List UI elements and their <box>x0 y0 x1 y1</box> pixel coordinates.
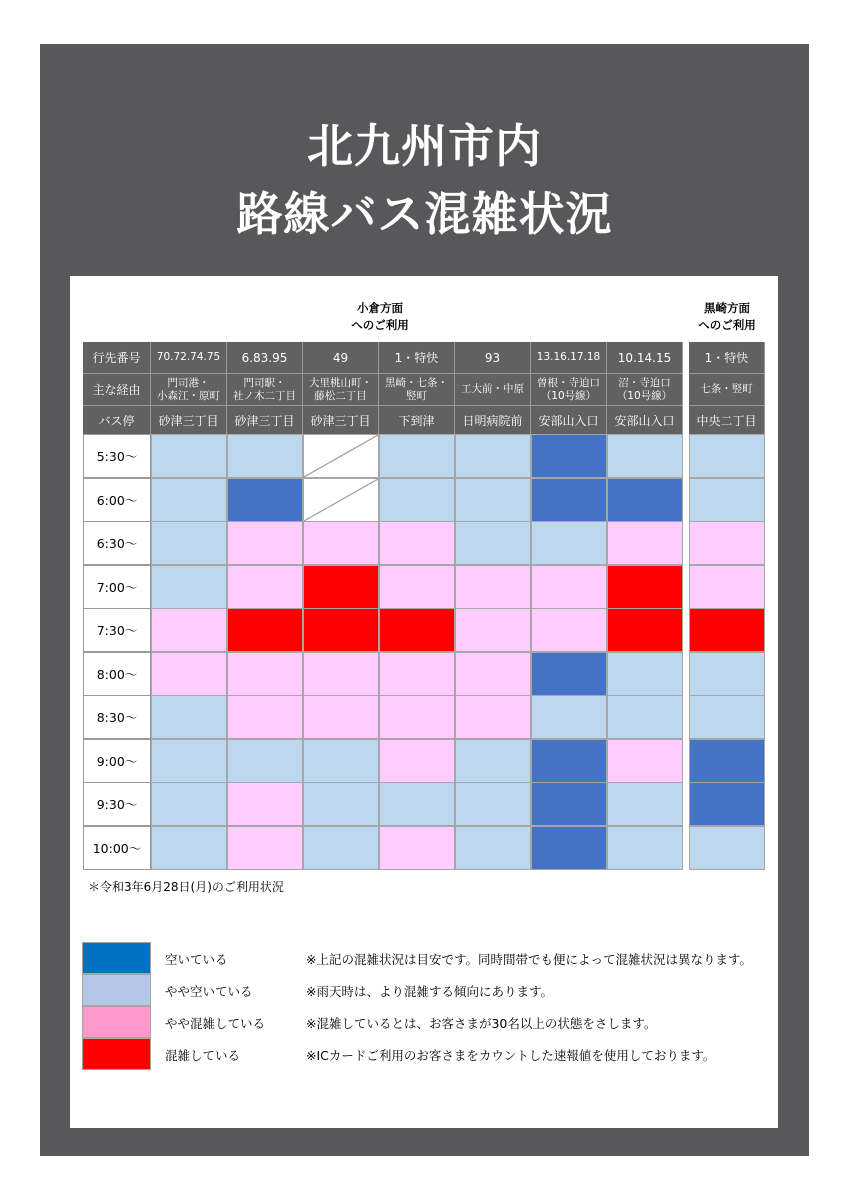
group-header-kokura-line1: 小倉方面 <box>357 301 403 315</box>
status-cell <box>379 434 455 478</box>
status-cell <box>303 565 379 609</box>
status-cell <box>455 565 531 609</box>
status-cell <box>455 608 531 652</box>
legend-label-empty: 空いている <box>165 952 228 967</box>
status-cell <box>455 652 531 696</box>
status-cell <box>531 434 607 478</box>
status-cell <box>151 826 227 870</box>
status-cell <box>151 565 227 609</box>
status-cell <box>303 434 379 478</box>
status-cell <box>531 478 607 522</box>
status-cell <box>151 782 227 826</box>
status-cell <box>455 478 531 522</box>
route-4-stop: 下到津 <box>379 406 455 436</box>
status-cell <box>455 739 531 783</box>
status-cell <box>607 608 683 652</box>
status-cell <box>303 652 379 696</box>
group-header-kokura <box>305 300 455 334</box>
status-cell <box>455 826 531 870</box>
legend-label-somewhat-empty: やや空いている <box>165 984 253 999</box>
status-cell <box>607 434 683 478</box>
route-6-stop: 安部山入口 <box>531 406 607 436</box>
group-header-kurosaki-line2: へのご利用 <box>698 318 756 332</box>
status-cell <box>689 739 765 783</box>
status-cell <box>227 826 303 870</box>
status-cell <box>607 695 683 739</box>
no-service-diagonal <box>304 479 378 521</box>
group-header-kurosaki-line1: 黒崎方面 <box>704 301 750 315</box>
row-header-3: バス停 <box>83 406 151 436</box>
route-2-number: 6.83.95 <box>227 342 303 374</box>
route-3-stop: 砂津三丁目 <box>303 406 379 436</box>
route-1-number: 70.72.74.75 <box>151 342 227 374</box>
time-label: 8:00～ <box>83 652 151 696</box>
status-cell <box>227 478 303 522</box>
status-cell <box>531 608 607 652</box>
status-cell <box>379 608 455 652</box>
legend-label-somewhat-crowded: やや混雑している <box>165 1016 266 1031</box>
route-8-via: 七条・竪町 <box>689 374 765 406</box>
route-8-stop: 中央二丁目 <box>689 406 765 436</box>
remark-2: ※雨天時は、より混雑する傾向にあります。 <box>306 984 553 999</box>
status-cell <box>531 695 607 739</box>
status-cell <box>455 782 531 826</box>
route-1-stop: 砂津三丁目 <box>151 406 227 436</box>
status-cell <box>379 695 455 739</box>
time-label: 7:30～ <box>83 608 151 652</box>
status-cell <box>379 739 455 783</box>
status-cell <box>151 478 227 522</box>
status-cell <box>455 695 531 739</box>
time-label: 6:30～ <box>83 521 151 565</box>
status-cell <box>689 478 765 522</box>
status-cell <box>303 826 379 870</box>
status-cell <box>151 739 227 783</box>
status-cell <box>379 652 455 696</box>
route-5-number: 93 <box>455 342 531 374</box>
status-cell <box>227 565 303 609</box>
status-cell <box>379 478 455 522</box>
legend-label-crowded: 混雑している <box>165 1048 241 1063</box>
page-title-line1: 北九州市内 <box>307 119 542 173</box>
route-1-via: 門司港・ 小森江・原町 <box>151 374 227 406</box>
status-cell <box>531 565 607 609</box>
status-cell <box>689 782 765 826</box>
route-4-number: 1・特快 <box>379 342 455 374</box>
remark-4: ※ICカードご利用のお客さまをカウントした速報値を使用しております。 <box>306 1048 716 1063</box>
route-4-via: 黒崎・七条・ 竪町 <box>379 374 455 406</box>
status-cell <box>303 521 379 565</box>
status-cell <box>531 739 607 783</box>
status-cell <box>689 565 765 609</box>
status-cell <box>227 695 303 739</box>
status-cell <box>303 782 379 826</box>
status-cell <box>303 739 379 783</box>
route-3-via: 大里桃山町・ 藤松二丁目 <box>303 374 379 406</box>
status-cell <box>689 521 765 565</box>
status-cell <box>607 521 683 565</box>
status-cell <box>227 608 303 652</box>
status-cell <box>151 521 227 565</box>
legend-swatch-somewhat-crowded <box>82 1006 151 1038</box>
row-header-1: 行先番号 <box>83 342 151 374</box>
status-cell <box>151 695 227 739</box>
route-7-stop: 安部山入口 <box>607 406 683 436</box>
status-cell <box>689 826 765 870</box>
status-cell <box>227 739 303 783</box>
status-cell <box>607 652 683 696</box>
time-label: 10:00～ <box>83 826 151 870</box>
legend-swatch-empty <box>82 942 151 974</box>
status-cell <box>531 652 607 696</box>
legend-swatch-crowded <box>82 1038 151 1070</box>
remark-3: ※混雑しているとは、お客さまが30名以上の状態をさします。 <box>306 1016 657 1031</box>
time-label: 8:30～ <box>83 695 151 739</box>
time-label: 6:00～ <box>83 478 151 522</box>
status-cell <box>607 565 683 609</box>
route-6-number: 13.16.17.18 <box>531 342 607 374</box>
status-cell <box>227 652 303 696</box>
route-5-via: 工大前・中原 <box>455 374 531 406</box>
page-title-line2: 路線バス混雑状況 <box>236 187 613 241</box>
time-label: 9:30～ <box>83 782 151 826</box>
route-2-via: 門司駅・ 社ノ木二丁目 <box>227 374 303 406</box>
status-cell <box>607 782 683 826</box>
status-cell <box>531 521 607 565</box>
route-8-number: 1・特快 <box>689 342 765 374</box>
status-cell <box>227 434 303 478</box>
status-cell <box>379 826 455 870</box>
status-cell <box>689 652 765 696</box>
status-cell <box>151 608 227 652</box>
route-5-stop: 日明病院前 <box>455 406 531 436</box>
route-2-stop: 砂津三丁目 <box>227 406 303 436</box>
status-cell <box>303 478 379 522</box>
group-header-kurosaki <box>688 300 766 334</box>
route-7-via: 沼・寺迫口 （10号線） <box>607 374 683 406</box>
status-cell <box>303 608 379 652</box>
status-cell <box>689 434 765 478</box>
survey-date-note: ＊令和3年6月28日(月)のご利用状況 <box>88 880 284 894</box>
remark-1: ※上記の混雑状況は目安です。同時間帯でも便によって混雑状況は異なります。 <box>306 952 752 967</box>
route-6-via: 曽根・寺迫口 （10号線） <box>531 374 607 406</box>
no-service-diagonal <box>304 435 378 477</box>
status-cell <box>379 565 455 609</box>
status-cell <box>455 521 531 565</box>
status-cell <box>607 739 683 783</box>
route-7-number: 10.14.15 <box>607 342 683 374</box>
status-cell <box>531 826 607 870</box>
time-label: 5:30～ <box>83 434 151 478</box>
time-label: 7:00～ <box>83 565 151 609</box>
status-cell <box>303 695 379 739</box>
row-header-2: 主な経由 <box>83 374 151 406</box>
status-cell <box>151 434 227 478</box>
status-cell <box>607 478 683 522</box>
status-cell <box>689 695 765 739</box>
status-cell <box>227 782 303 826</box>
status-cell <box>531 782 607 826</box>
status-cell <box>607 826 683 870</box>
status-cell <box>379 521 455 565</box>
legend-swatch-somewhat-empty <box>82 974 151 1006</box>
group-header-kokura-line2: へのご利用 <box>351 318 409 332</box>
status-cell <box>455 434 531 478</box>
route-3-number: 49 <box>303 342 379 374</box>
status-cell <box>151 652 227 696</box>
status-cell <box>379 782 455 826</box>
time-label: 9:00～ <box>83 739 151 783</box>
status-cell <box>227 521 303 565</box>
status-cell <box>689 608 765 652</box>
